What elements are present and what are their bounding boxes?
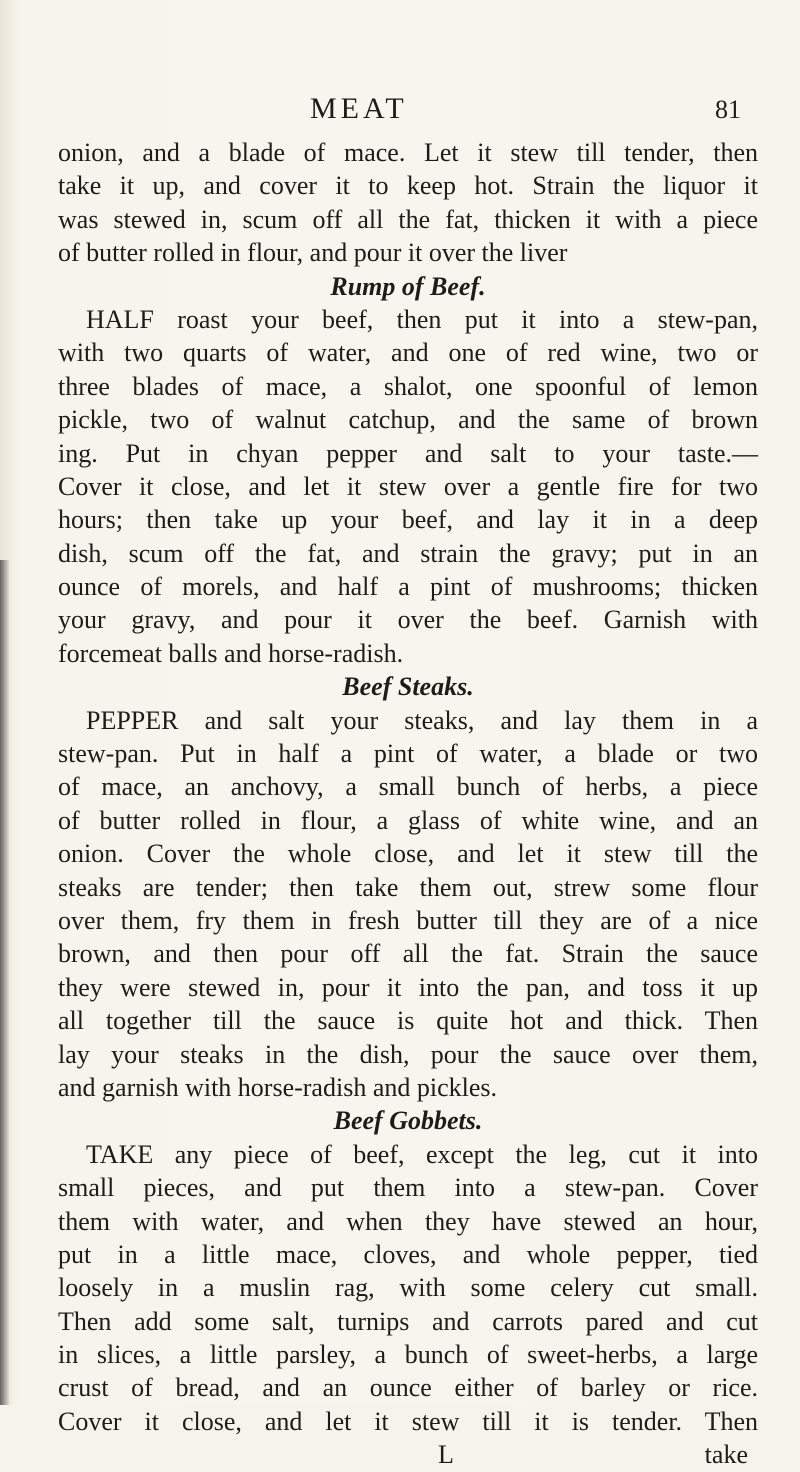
text-line: they were stewed in, pour it into the pan, and toss it up [58, 972, 758, 1002]
text-line: of butter rolled in flour, a glass of white wine, and an [58, 805, 758, 835]
text-line: loosely in a muslin rag, with some celery cut small. [58, 1273, 758, 1303]
text-line: three blades of mace, a shalot, one spoonful of lemon [58, 371, 758, 401]
text-line: hours; then take up your beef, and lay it in a deep [58, 505, 758, 535]
text-line: stew-pan. Put in half a pint of water, a blade or two [58, 739, 758, 769]
text-line: of butter rolled in flour, and pour it over the liver [58, 238, 568, 268]
text-line: pickle, two of walnut catchup, and the same of brown [58, 405, 758, 435]
text-line: dish, scum off the fat, and strain the gravy; put in an [58, 538, 758, 568]
text-line: Cover it close, and let it stew over a gentle fire for two [58, 471, 758, 501]
text-line: brown, and then pour off all the fat. Strain the sauce [58, 939, 758, 969]
text-line: Cover it close, and let it stew till it is tender. Then [58, 1406, 758, 1436]
text-line: lay your steaks in the dish, pour the sauce over them, [58, 1039, 758, 1069]
recipe-heading-beef-gobbets: Beef Gobbets. [333, 1106, 483, 1136]
page-header [0, 92, 800, 132]
page-binding-shadow [0, 560, 10, 1405]
recipe-heading-beef-steaks: Beef Steaks. [342, 672, 474, 702]
text-line: small pieces, and put them into a stew-pan. Cover [58, 1173, 758, 1203]
text-line: of mace, an anchovy, a small bunch of herbs, a piece [58, 772, 758, 802]
recipe-heading-rump-of-beef: Rump of Beef. [330, 271, 486, 301]
text-line: in slices, a little parsley, a bunch of sweet-herbs, a large [58, 1340, 758, 1370]
text-line: PEPPER and salt your steaks, and lay them in a [86, 705, 758, 735]
signature-and-catchword: L take [438, 1440, 748, 1470]
text-line: crust of bread, and an ounce either of barley or rice. [58, 1373, 758, 1403]
text-line: TAKE any piece of beef, except the leg, cut it into [86, 1139, 758, 1169]
text-line: your gravy, and pour it over the beef. Garnish with [58, 605, 758, 635]
text-line: and garnish with horse-radish and pickles. [58, 1072, 498, 1102]
text-line: HALF roast your beef, then put it into a stew-pan, [86, 304, 758, 334]
text-line: Then add some salt, turnips and carrots pared and cut [58, 1306, 758, 1336]
text-line: was stewed in, scum off all the fat, thicken it with a piece [58, 204, 758, 234]
text-line: ounce of morels, and half a pint of mushrooms; thicken [58, 572, 758, 602]
text-line: onion. Cover the whole close, and let it stew till the [58, 839, 758, 869]
text-line: ing. Put in chyan pepper and salt to your taste.— [58, 438, 758, 468]
text-line: onion, and a blade of mace. Let it stew till tender, then [58, 138, 758, 167]
text-line: them with water, and when they have stewed an hour, [58, 1206, 758, 1236]
text-line: take it up, and cover it to keep hot. Strain the liquor it [58, 171, 758, 201]
text-line: put in a little mace, cloves, and whole pepper, tied [58, 1239, 758, 1269]
text-line: steaks are tender; then take them out, strew some flour [58, 872, 758, 902]
text-line: all together till the sauce is quite hot and thick. Then [58, 1006, 758, 1036]
text-line: forcemeat balls and horse-radish. [58, 638, 404, 668]
page-number: 81 [715, 95, 741, 124]
running-head: MEAT [310, 92, 408, 125]
body-text [58, 136, 758, 1472]
text-line: over them, fry them in fresh butter till they are of a nice [58, 905, 758, 935]
text-line: with two quarts of water, and one of red wine, two or [58, 338, 758, 368]
